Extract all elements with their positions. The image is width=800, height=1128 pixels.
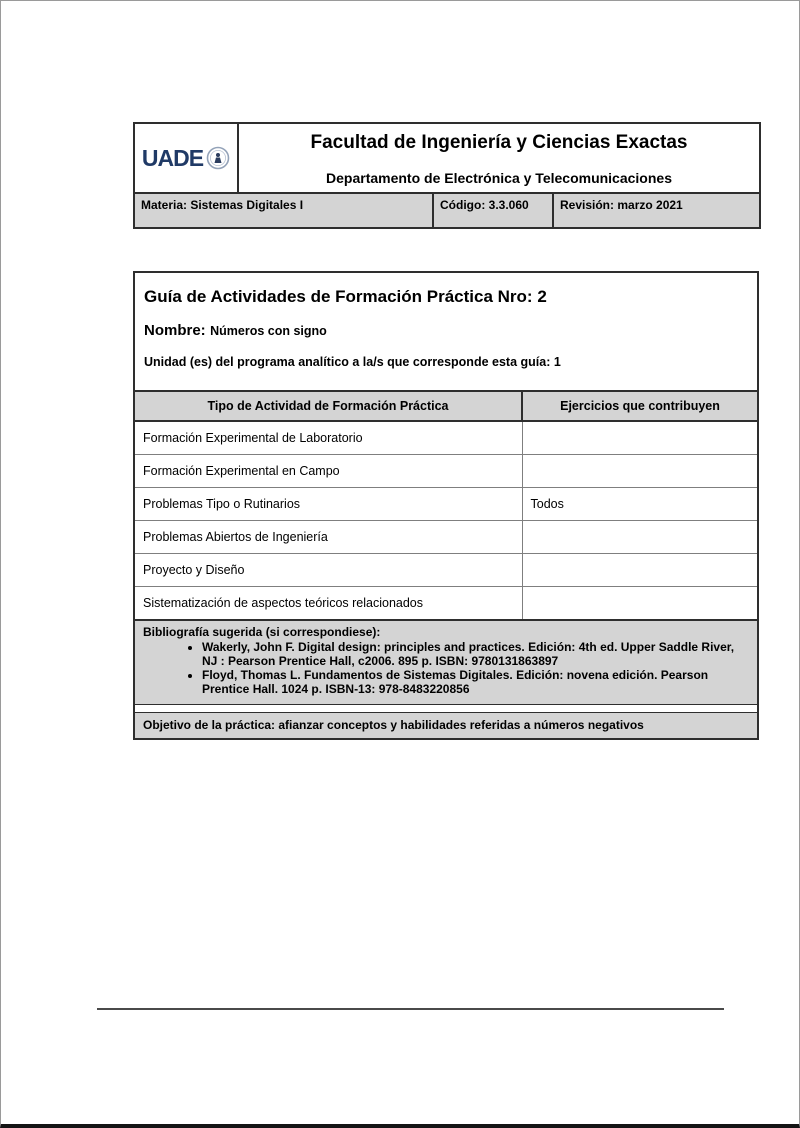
- header-title-cell: [239, 124, 759, 192]
- cell-tipo: Problemas Abiertos de Ingeniería: [135, 521, 522, 554]
- bibliography-list: [143, 640, 747, 696]
- bibliography-item: • Wakerly, John F. Digital design: principles and practices. Edición: 4th ed. Upper Saddle River, NJ : Pearson Prentice Hall, c2006. 895 p. ISBN: 9780131863897: [202, 640, 747, 668]
- cell-tipo: Proyecto y Diseño: [135, 554, 522, 587]
- cell-tipo: Formación Experimental de Laboratorio: [135, 421, 522, 455]
- bibliography-item: • Floyd, Thomas L. Fundamentos de Sistemas Digitales. Edición: novena edición. Pearson Prentice Hall. 1024 p. ISBN-13: 978-8483220856: [202, 668, 747, 696]
- column-header-ejercicios: Ejercicios que contribuyen: [522, 391, 757, 421]
- materia-cell: Materia: Sistemas Digitales I: [135, 194, 434, 227]
- cell-ejercicios: [522, 587, 757, 620]
- table-row: [135, 488, 757, 521]
- guide-name-label: Nombre:: [144, 322, 206, 339]
- column-header-tipo: Tipo de Actividad de Formación Práctica: [135, 391, 522, 421]
- table-row: [135, 455, 757, 488]
- table-row: [135, 554, 757, 587]
- uade-logo-text: UADE: [141, 144, 204, 171]
- document-header: [133, 122, 761, 229]
- guide-unit-line: Unidad (es) del programa analítico a la/s que corresponde esta guía: 1: [144, 355, 561, 369]
- faculty-title: Facultad de Ingeniería y Ciencias Exactas: [310, 132, 688, 153]
- table-row: [135, 521, 757, 554]
- uade-logo: [142, 145, 230, 172]
- section-divider-gap: [135, 705, 757, 712]
- cell-tipo: Sistematización de aspectos teóricos relacionados: [135, 587, 522, 620]
- activity-table: [135, 390, 757, 619]
- cell-tipo: Formación Experimental en Campo: [135, 455, 522, 488]
- bibliography-section: [135, 619, 757, 705]
- guide-name-line: [144, 322, 748, 340]
- department-title: Departamento de Electrónica y Telecomunicaciones: [326, 170, 672, 186]
- activity-table-header-row: [135, 391, 757, 421]
- cell-ejercicios: [522, 455, 757, 488]
- guide-name-value: Números con signo: [210, 324, 327, 338]
- header-meta-row: [135, 192, 759, 227]
- header-top-row: [135, 124, 759, 192]
- logo-cell: [135, 124, 239, 192]
- table-row: [135, 421, 757, 455]
- revision-cell: Revisión: marzo 2021: [560, 198, 683, 212]
- table-row: [135, 587, 757, 620]
- objective-section: Objetivo de la práctica: afianzar conceptos y habilidades referidas a números negativos: [135, 712, 757, 738]
- cell-ejercicios: Todos: [522, 488, 757, 521]
- cell-tipo: Problemas Tipo o Rutinarios: [135, 488, 522, 521]
- guide-intro: [135, 273, 757, 390]
- guide-box: [133, 271, 759, 740]
- cell-ejercicios: [522, 554, 757, 587]
- codigo-cell: Código: 3.3.060: [434, 194, 554, 227]
- cell-ejercicios: [522, 421, 757, 455]
- footer-rule: [97, 1008, 724, 1010]
- guide-title: Guía de Actividades de Formación Práctica Nro: 2: [144, 287, 547, 306]
- uade-emblem-icon: [206, 146, 230, 170]
- cell-ejercicios: [522, 521, 757, 554]
- bibliography-title: Bibliografía sugerida (si correspondiese):: [143, 625, 381, 639]
